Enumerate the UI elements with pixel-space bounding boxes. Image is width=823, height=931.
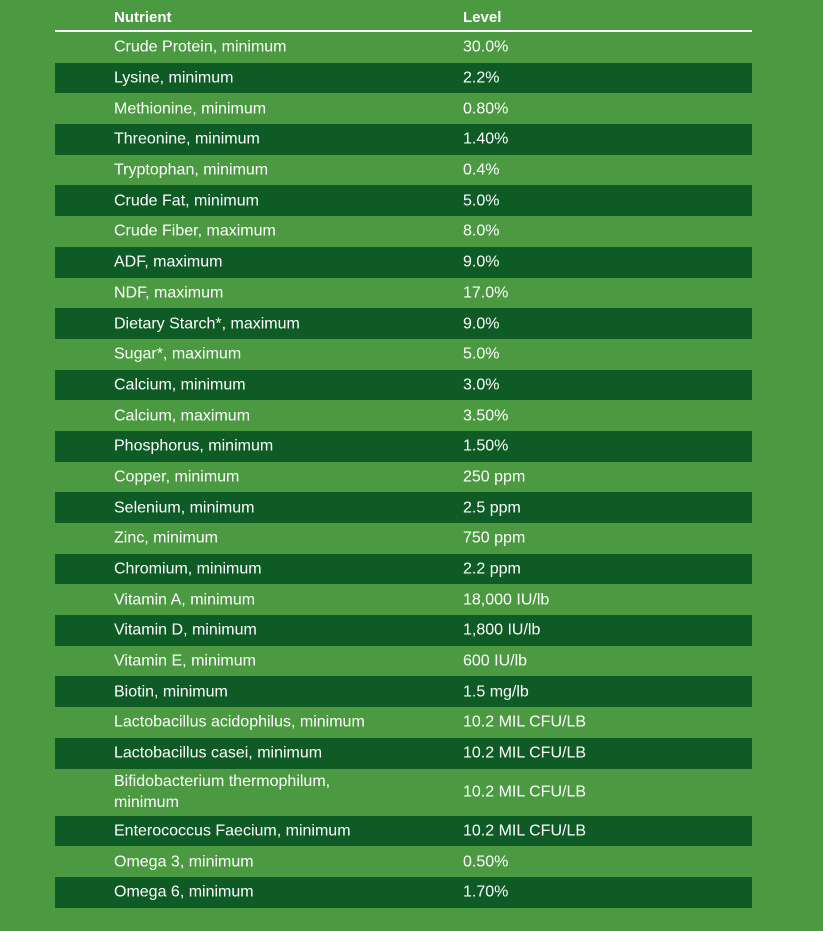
level-cell: 1.5 mg/lb [463,683,529,701]
nutrient-cell: Omega 6, minimum [114,883,254,901]
level-cell: 30.0% [463,38,509,56]
table-row [55,216,752,247]
nutrient-cell: Calcium, maximum [114,407,251,425]
level-cell: 2.2% [463,69,500,87]
level-cell: 9.0% [463,315,500,333]
level-cell: 8.0% [463,222,500,240]
nutrient-cell: ADF, maximum [114,253,223,271]
table-row [55,676,752,707]
table-row [55,155,752,186]
table-row [55,816,752,847]
nutrient-cell: Threonine, minimum [114,130,260,148]
table-row [55,400,752,431]
table-body [55,32,752,908]
nutrient-cell: Chromium, minimum [114,560,262,578]
level-cell: 250 ppm [463,468,526,486]
table-row [55,492,752,523]
table-header [55,0,752,32]
level-cell: 10.2 MIL CFU/LB [463,822,587,840]
level-cell: 1.50% [463,437,509,455]
nutrient-cell: Crude Fat, minimum [114,192,259,210]
nutrient-cell: Lysine, minimum [114,69,234,87]
level-cell: 18,000 IU/lb [463,591,550,609]
level-cell: 0.4% [463,161,500,179]
table-row [55,554,752,585]
level-cell: 10.2 MIL CFU/LB [463,713,587,731]
level-cell: 10.2 MIL CFU/LB [463,783,587,801]
table-row [55,278,752,309]
nutrient-cell: Lactobacillus casei, minimum [114,744,323,762]
table-row [55,185,752,216]
level-cell: 5.0% [463,192,500,210]
level-cell: 9.0% [463,253,500,271]
table-row [55,523,752,554]
table-row [55,615,752,646]
level-cell: 3.50% [463,407,509,425]
table-row [55,93,752,124]
nutrient-cell: Copper, minimum [114,468,240,486]
table-row [55,308,752,339]
level-cell: 600 IU/lb [463,652,528,670]
header-level: Level [463,9,502,26]
nutrient-cell: Crude Protein, minimum [114,38,287,56]
level-cell: 5.0% [463,345,500,363]
table-row [55,646,752,677]
nutrient-cell: Vitamin E, minimum [114,652,256,670]
table-row [55,877,752,908]
nutrient-cell: Biotin, minimum [114,683,228,701]
nutrient-cell: Lactobacillus acidophilus, minimum [114,713,365,731]
level-cell: 1.70% [463,883,509,901]
table-row [55,462,752,493]
nutrient-cell: Dietary Starch*, maximum [114,315,300,333]
header-nutrient: Nutrient [114,9,172,26]
nutrient-cell: Crude Fiber, maximum [114,222,276,240]
nutrient-cell: Tryptophan, minimum [114,161,269,179]
table-row [55,63,752,94]
nutrient-cell: Vitamin A, minimum [114,591,256,609]
table-row [55,738,752,769]
nutrient-cell: Selenium, minimum [114,499,255,517]
level-cell: 0.50% [463,853,509,871]
table-row [55,370,752,401]
nutrient-cell: Vitamin D, minimum [114,621,257,639]
nutrient-cell: Methionine, minimum [114,100,267,118]
nutrient-cell: Omega 3, minimum [114,853,254,871]
nutrient-cell: Sugar*, maximum [114,345,242,363]
table-row [55,769,752,816]
level-cell: 2.5 ppm [463,499,521,517]
table-row [55,339,752,370]
nutrient-table [55,0,752,908]
nutrient-cell: Zinc, minimum [114,529,219,547]
nutrient-cell: Phosphorus, minimum [114,437,274,455]
level-cell: 3.0% [463,376,500,394]
nutrient-cell: Calcium, minimum [114,376,246,394]
level-cell: 17.0% [463,284,509,302]
nutrient-cell: Bifidobacterium thermophilum, minimum [114,773,331,811]
level-cell: 750 ppm [463,529,526,547]
nutrient-cell: Enterococcus Faecium, minimum [114,822,351,840]
table-row [55,247,752,278]
table-row [55,584,752,615]
level-cell: 1,800 IU/lb [463,621,541,639]
table-row [55,707,752,738]
table-row [55,431,752,462]
level-cell: 0.80% [463,100,509,118]
table-row [55,846,752,877]
level-cell: 1.40% [463,130,509,148]
level-cell: 10.2 MIL CFU/LB [463,744,587,762]
level-cell: 2.2 ppm [463,560,521,578]
table-row [55,124,752,155]
nutrient-cell: NDF, maximum [114,284,224,302]
table-row [55,32,752,63]
